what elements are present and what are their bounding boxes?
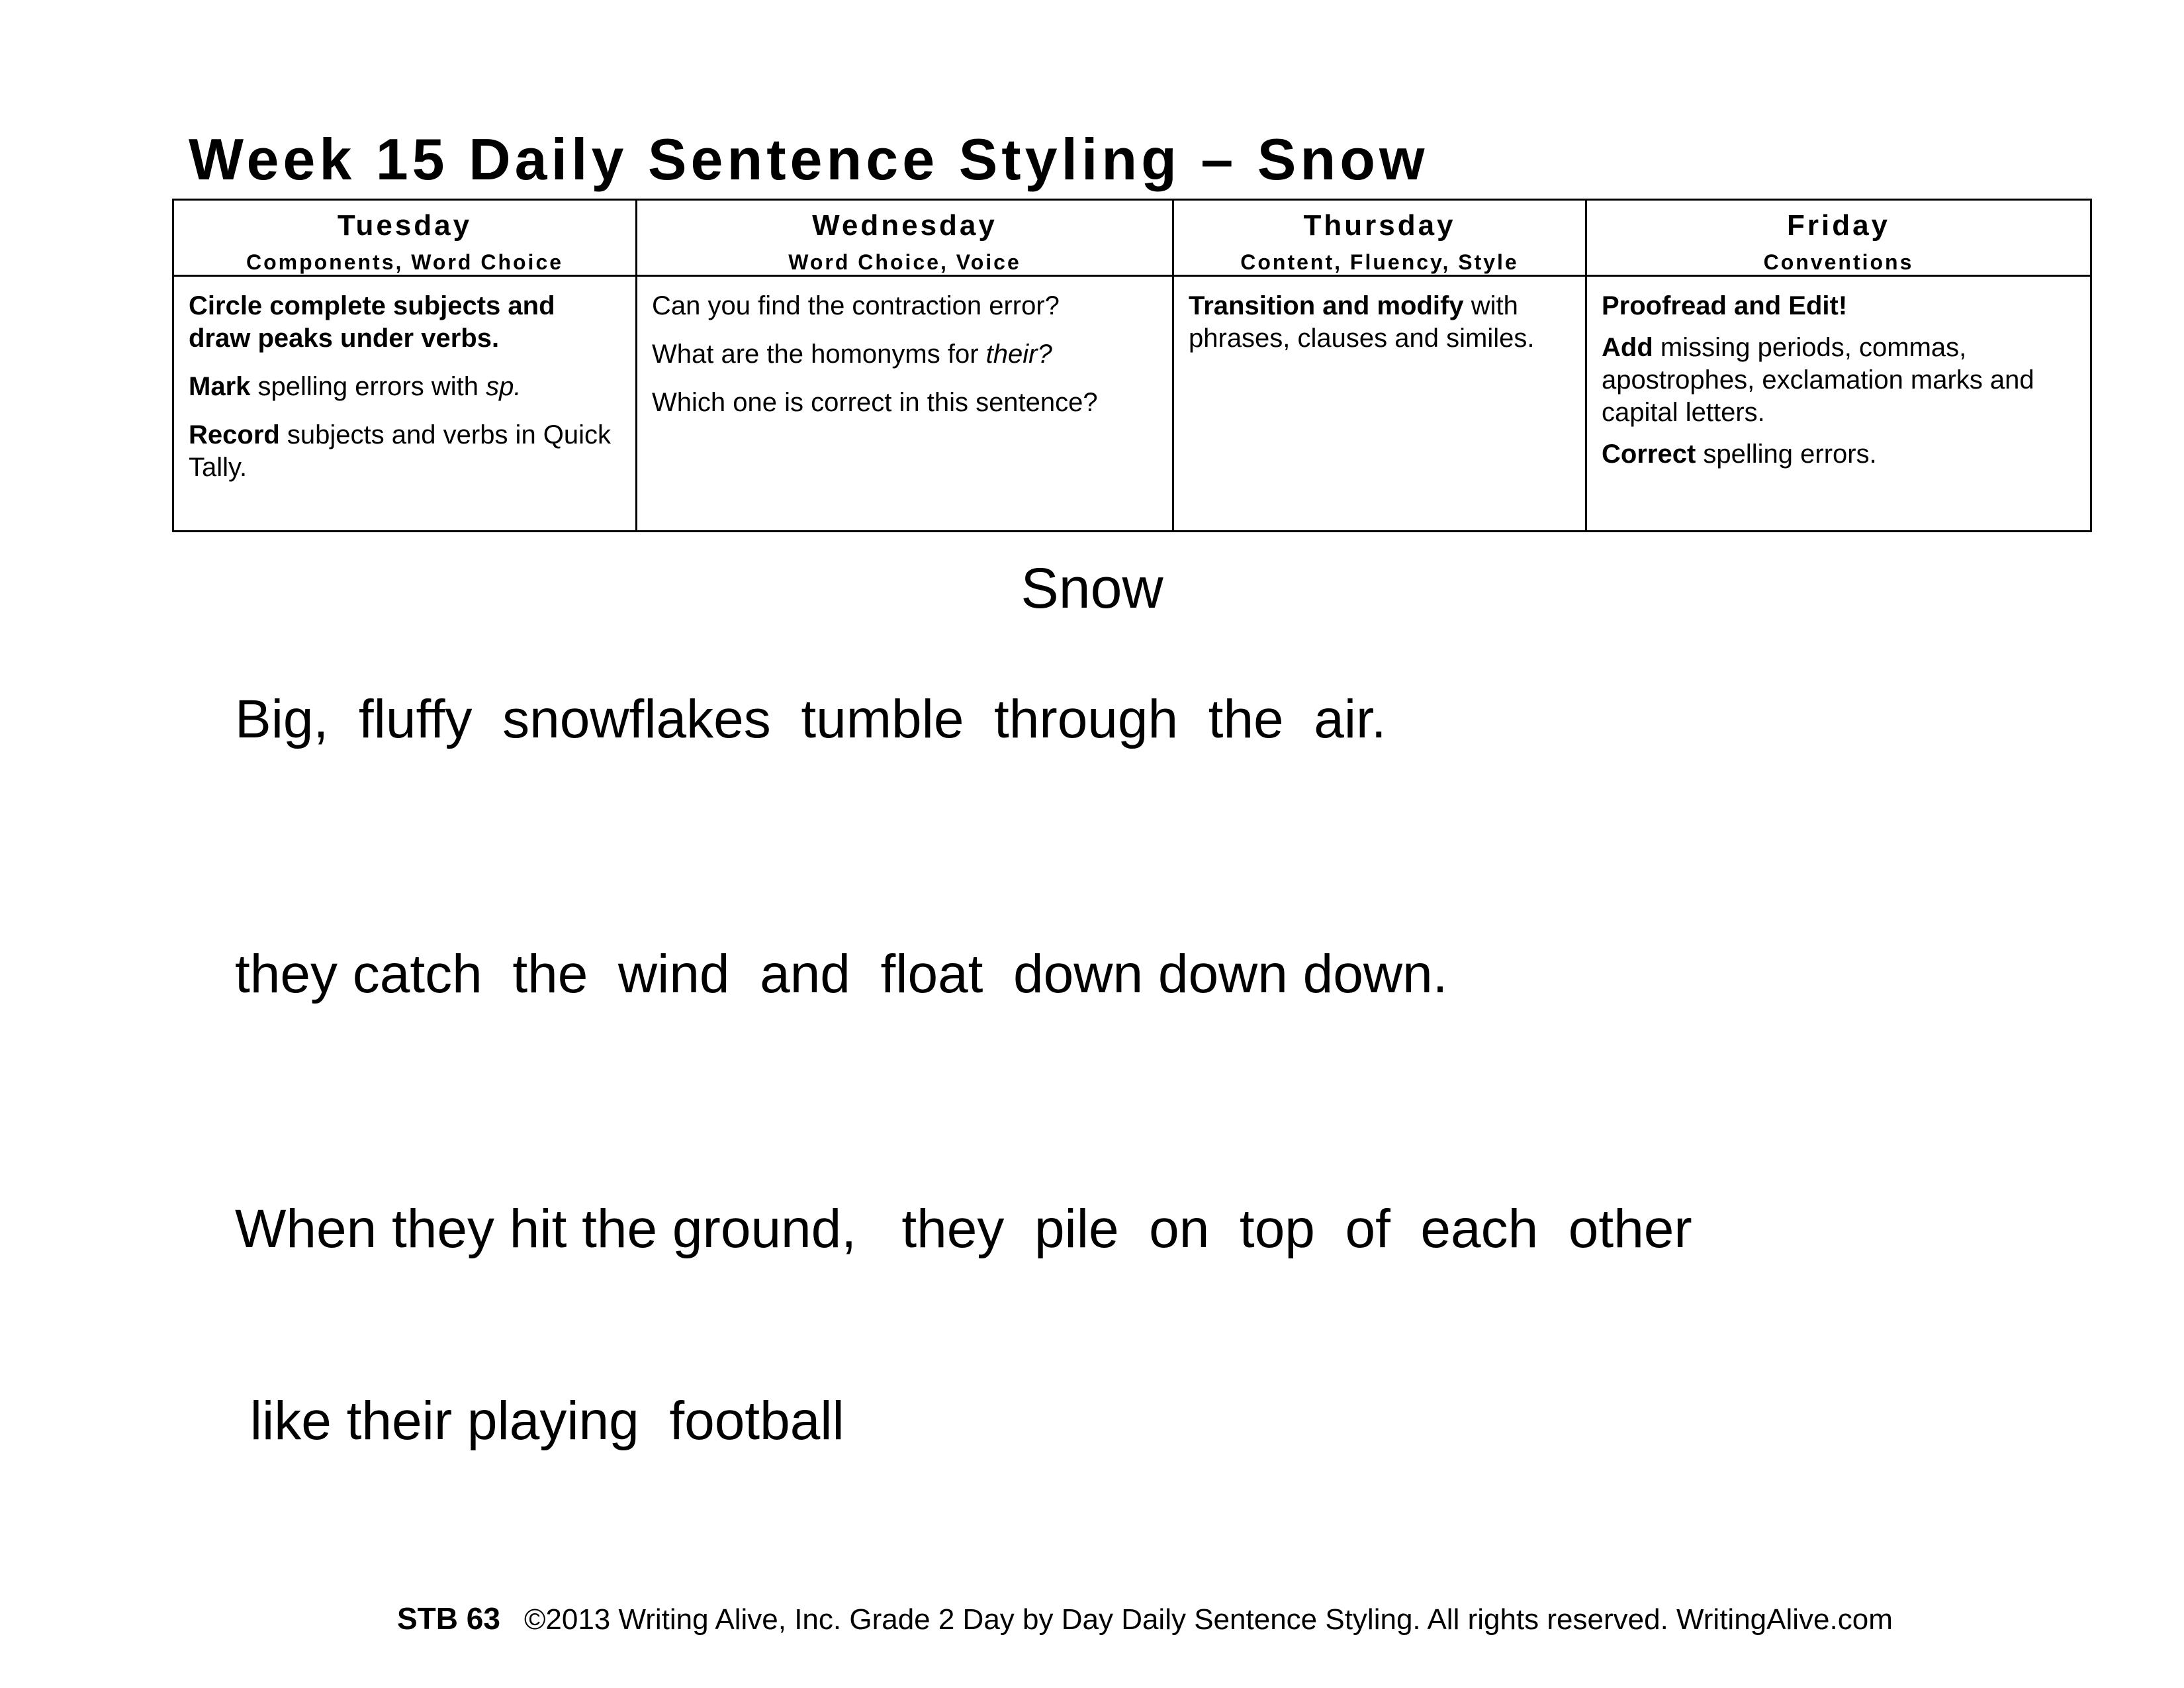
thursday-header	[1173, 200, 1586, 276]
day-name: Thursday	[1303, 209, 1456, 242]
story-line: like their playing football	[235, 1391, 844, 1451]
instruction-text: spelling errors.	[1696, 440, 1877, 469]
story-line: When they hit the ground, they pile on top of each other	[235, 1199, 1692, 1259]
friday-header	[1586, 200, 2091, 276]
thursday-instructions	[1173, 276, 1586, 532]
page-footer	[397, 1601, 1893, 1636]
tuesday-header	[173, 200, 637, 276]
instruction-text: with phrases, clauses and similes.	[1189, 291, 1535, 353]
story-line: Big, fluffy snowflakes tumble through the air.	[235, 689, 1387, 749]
copyright-text: ©2013 Writing Alive, Inc. Grade 2 Day by Day Daily Sentence Styling. All rights reserved. WritingAlive.com	[523, 1603, 1893, 1636]
day-focus: Content, Fluency, Style	[1240, 250, 1519, 274]
instruction-bold: Proofread and Edit!	[1602, 291, 1848, 320]
instruction-bold: Correct	[1602, 440, 1696, 469]
instruction	[1189, 290, 1570, 355]
question-italic: their?	[985, 340, 1052, 369]
instruction-bold: Transition and modify	[1189, 291, 1464, 320]
instruction	[1602, 290, 2075, 322]
instruction-bold: Circle complete subjects and draw peaks under verbs.	[189, 291, 555, 353]
day-name: Tuesday	[337, 209, 473, 242]
friday-instructions	[1586, 276, 2091, 532]
wednesday-instructions	[637, 276, 1173, 532]
schedule-header-row	[173, 200, 2091, 276]
question: Can you find the contraction error?	[652, 291, 1060, 320]
day-name: Wednesday	[812, 209, 997, 242]
instruction-bold: Mark	[189, 372, 251, 401]
day-focus: Components, Word Choice	[246, 250, 564, 274]
instruction-italic: sp.	[486, 372, 522, 401]
question: Which one is correct in this sentence?	[652, 388, 1098, 417]
instruction-text: subjects and verbs in Quick Tally.	[189, 420, 612, 482]
page-title: Week 15 Daily Sentence Styling – Snow	[189, 126, 1429, 192]
instruction-text: spelling errors with	[250, 372, 486, 401]
wednesday-header	[637, 200, 1173, 276]
instruction-bold: Record	[189, 420, 280, 449]
schedule-instructions-row	[173, 276, 2091, 532]
instruction	[189, 290, 621, 355]
instruction-text: missing periods, commas, apostrophes, exclamation marks and capital letters.	[1602, 333, 2034, 427]
story-line: they catch the wind and float down down down.	[235, 944, 1448, 1004]
instruction	[189, 419, 621, 484]
question	[652, 338, 1158, 371]
instruction-bold: Add	[1602, 333, 1653, 362]
page-reference: STB 63	[397, 1601, 500, 1636]
day-focus: Word Choice, Voice	[788, 250, 1021, 274]
day-focus: Conventions	[1763, 250, 1914, 274]
weekly-schedule-table	[172, 199, 2092, 532]
instruction	[1602, 438, 2075, 471]
instruction	[1602, 332, 2075, 429]
question-text: What are the homonyms for	[652, 340, 986, 369]
day-name: Friday	[1786, 209, 1891, 242]
story-title: Snow	[1021, 557, 1163, 620]
instruction	[189, 371, 621, 403]
tuesday-instructions	[173, 276, 637, 532]
